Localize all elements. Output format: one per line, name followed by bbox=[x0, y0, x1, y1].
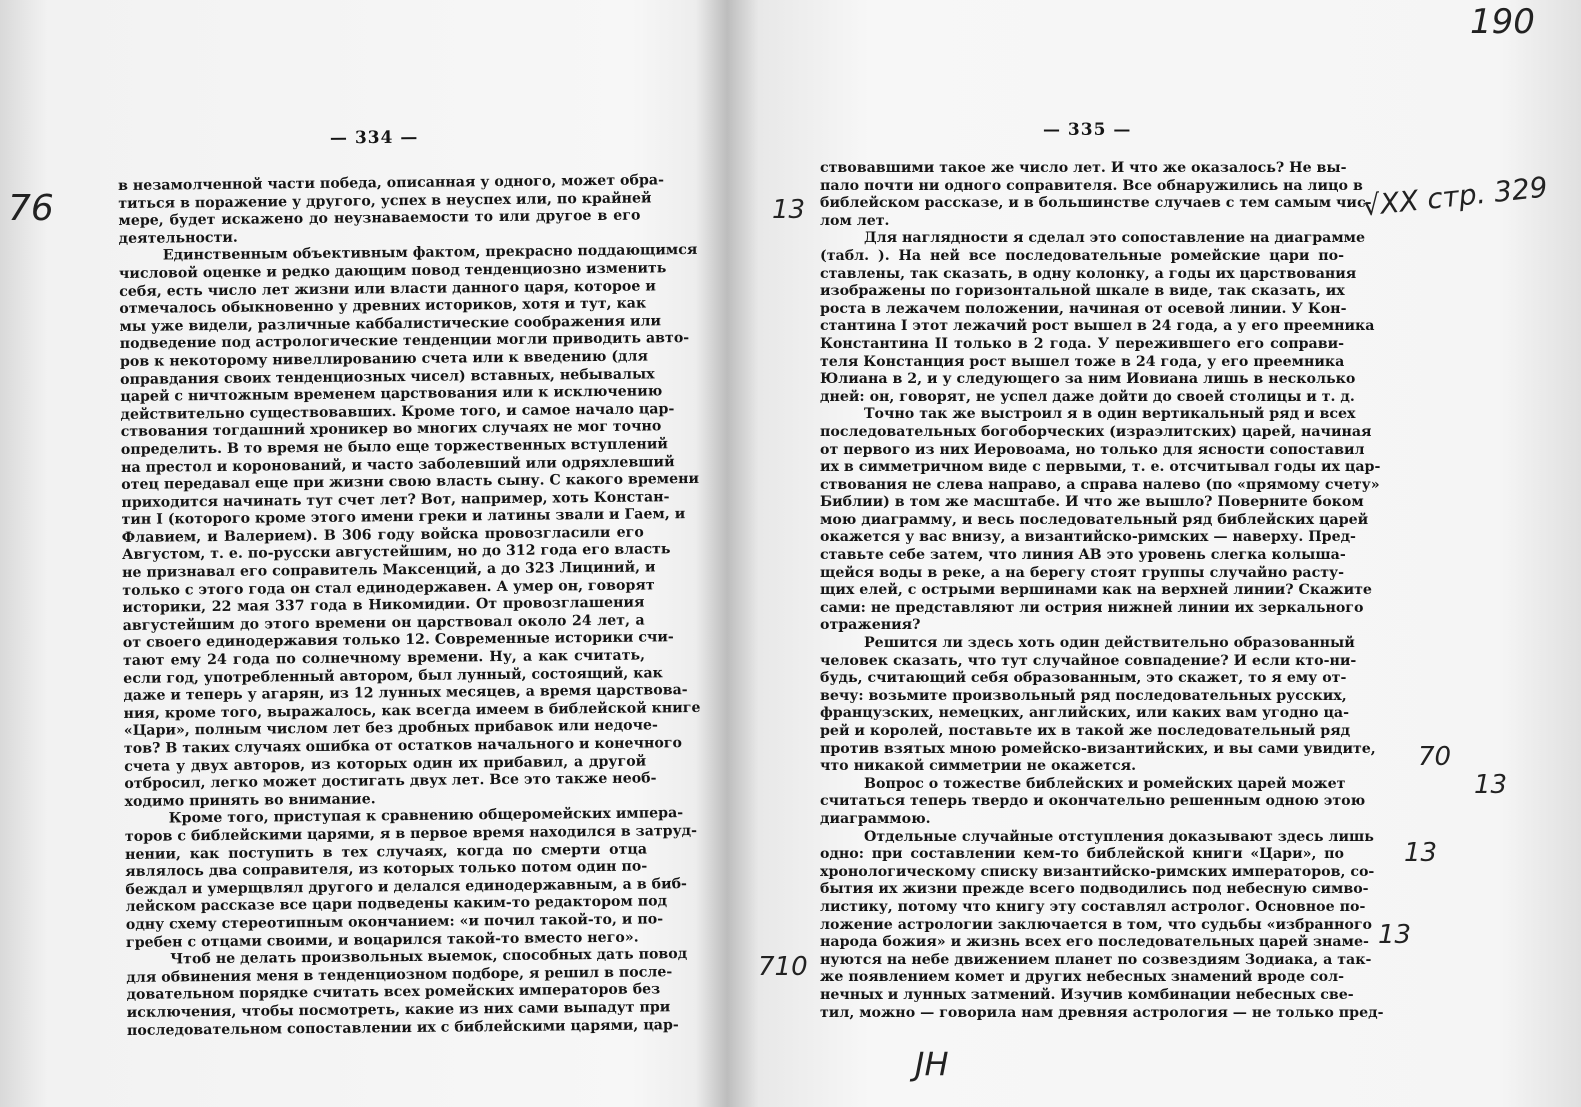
text-line: титься в поражение у другого, успех в неуспех или, по крайней bbox=[118, 190, 652, 212]
handwritten-note: 76 bbox=[8, 188, 54, 229]
text-line: изображены по горизонтальной шкале в виде, так сказать, их bbox=[820, 283, 1345, 300]
text-line: мою диаграмму, и весь последовательный ряд библейских царей bbox=[820, 511, 1369, 528]
text-line: окажется у вас внизу, а византийско-римских — наверху. Пред- bbox=[820, 529, 1356, 546]
text-line: не признавал его соправитель Максенций, а до 323 Лициний, и bbox=[122, 559, 656, 582]
text-line: ров к некоторому нивеллированию счета или к введению (для bbox=[119, 348, 649, 370]
text-line: сами: не представляют ли острия нижней линии их зеркального bbox=[820, 599, 1364, 616]
text-line: тают ему 24 года по солнечному времени. Ну, а как считать, bbox=[122, 647, 646, 670]
text-line: их в симметричном виде с первыми, т. е. отсчитывал годы их цар- bbox=[820, 459, 1381, 476]
handwritten-note: √XX стр. 329 bbox=[1360, 170, 1550, 223]
text-line: Флавием, и Валерием). В 306 году войска провозгласили его bbox=[121, 524, 644, 546]
text-line: бытия их жизни прежде всего подводились под небесную симво- bbox=[820, 881, 1369, 898]
text-line: себя, есть число лет жизни или власти данного царя, которое и bbox=[119, 277, 656, 300]
text-line: историки, 22 мая 337 года в Никомидии. От провозглашения bbox=[122, 594, 645, 617]
text-line: теля Констанция рост вышел тоже в 24 года, у его преемника bbox=[820, 353, 1345, 370]
text-line: Вопрос о тожестве библейских и ромейских царей может bbox=[864, 775, 1346, 792]
text-line: нечных и лунных затмений. Изучив комбинации небесных све- bbox=[820, 986, 1354, 1003]
handwritten-note: 70 bbox=[1418, 742, 1452, 772]
text-line: щих елей, с острыми вершинами как на верхней линии? Скажите bbox=[820, 582, 1372, 599]
text-line: если год, употребленный автором, был лунный, состоящий, как bbox=[123, 664, 663, 687]
page-number-right: — 335 — bbox=[1043, 120, 1132, 140]
text-line: стантина I этот лежачий рост вышел в 24 года, а у его преемника bbox=[820, 318, 1375, 335]
text-line: отмечалось обыкновенно у древних историков, хотя и тут, как bbox=[119, 295, 647, 318]
text-line: для обвинения меня в тенденциозном подборе, я решил в после- bbox=[126, 963, 673, 986]
text-line: что никакой симметрии не окажется. bbox=[820, 758, 1137, 775]
text-line: ходимо принять во внимание. bbox=[124, 791, 376, 810]
text-line: лом лет. bbox=[820, 212, 890, 229]
text-line: беждал и умерщвлял другого и делался единодержавным, а в биб- bbox=[125, 875, 687, 898]
text-line: одно: при составлении кем-то библейской книги «Цари», по bbox=[820, 846, 1344, 863]
text-line: нении, как поступить в тех случаях, когда по смерти отца bbox=[125, 841, 648, 863]
text-line: торов с библейскими царями, я в первое время находился в затруд- bbox=[124, 822, 698, 845]
text-line: Решится ли здесь хоть один действительно образованный bbox=[864, 635, 1355, 652]
text-line: на престол и коронований, и часто заболевший или одряхлевший bbox=[120, 453, 675, 476]
page-334-text bbox=[118, 172, 701, 1041]
text-line: (табл. ). На ней все последовательные ромейские цари по- bbox=[820, 247, 1344, 264]
text-line: будь, считающий себя образованным, это скажет, то я ему от- bbox=[820, 670, 1347, 687]
text-line: против взятых мною ромейско-византийских, и вы сами увидите, bbox=[820, 740, 1376, 757]
text-line: листику, потому что книгу эту составлял астролог. Основное по- bbox=[820, 898, 1366, 915]
text-line: деятельности. bbox=[118, 229, 238, 247]
text-line: ставьте себе затем, что линия AB это уровень слегка колыша- bbox=[820, 547, 1346, 564]
text-line: Единственным объективным фактом, прекрасно поддающимся bbox=[162, 242, 698, 264]
text-line: Августом, т. е. по-русски августейшим, но до 312 года его власть bbox=[121, 541, 671, 564]
text-line: числовой оценке и редко дающим повод тенденциозно изменить bbox=[118, 260, 667, 282]
text-line: французских, немецких, английских, или каких вам угодно ца- bbox=[820, 705, 1350, 722]
text-line: определить. В то время не было еще торжественных вступлений bbox=[120, 436, 668, 458]
text-line: в незамолченной части победа, описанная у одного, может обра- bbox=[118, 172, 665, 194]
text-line: августейшим до этого времени он царствовал около 24 лет, а bbox=[122, 612, 645, 634]
text-line: одну схему стереотипным окончанием: «и почил такой-то, и по- bbox=[125, 911, 664, 933]
text-line: человек сказать, что тут случайное совпадение? И если кто-ни- bbox=[820, 652, 1357, 669]
text-line: же появлением комет и других небесных знамений вроде сол- bbox=[820, 969, 1344, 986]
text-line: приходится начинать тут счет лет? Вот, например, хоть Констан- bbox=[121, 488, 670, 511]
page-number-left: — 334 — bbox=[329, 127, 419, 149]
text-line: Точно так же выстроил я в один вертикальный ряд и всех bbox=[864, 406, 1356, 423]
page-335-text bbox=[820, 160, 1384, 1022]
text-line: «Цари», полным числом лет без дробных прибавок или недоче- bbox=[123, 717, 658, 740]
text-line: даже и теперь у агарян, из 12 лунных месяцев, а время царствова- bbox=[123, 682, 688, 705]
text-line: являлось два соправителя, из которых только потом один по- bbox=[125, 858, 648, 881]
handwritten-note: 13 bbox=[1378, 920, 1412, 950]
text-line: ствования тогдашний хроникер во многих случаях не мог точно bbox=[120, 418, 662, 441]
text-line: Чтоб не делать произвольных выемок, способных дать повод bbox=[170, 946, 688, 968]
text-line: мере, будет искажено до неузнаваемости то или другое в его bbox=[118, 207, 641, 230]
handwritten-note: 190 bbox=[1470, 2, 1535, 42]
text-line: подведение под астрологические тенденции могли приводить авто- bbox=[119, 330, 690, 353]
text-line: ложение астрологии заключается в том, что судьбы «избранного bbox=[820, 916, 1373, 933]
text-line: нуются на небе движением планет по созвездиям Зодиака, а так- bbox=[820, 951, 1372, 968]
text-line: гребен с отцами своими, и воцарился такой-то вместо него». bbox=[125, 929, 639, 951]
text-line: библейском рассказе, и в большинстве случаев с тем самым чис- bbox=[820, 195, 1372, 212]
text-line: диаграммою. bbox=[820, 810, 931, 827]
text-line: считаться теперь твердо и окончательно решенным одною этою bbox=[820, 793, 1366, 810]
text-line: ставлены, так сказать, в одну колонку, а годы их царствования bbox=[820, 265, 1357, 282]
text-line: последовательном сопоставлении их с библейскими царями, цар- bbox=[126, 1016, 679, 1039]
text-line: лейском рассказе все цари подведены каким-то редактором под bbox=[125, 893, 668, 916]
text-line: царей с ничтожным временем царствования или к исключению bbox=[120, 383, 663, 406]
text-line: пало почти ни одного соправителя. Все обнаружились на лицо в bbox=[820, 177, 1363, 194]
handwritten-note: 13 bbox=[772, 195, 806, 225]
text-line: мы уже видели, различные каббалистические соображения или bbox=[119, 313, 662, 335]
text-line: исключения, чтобы посмотреть, какие из них сами выпадут при bbox=[126, 999, 671, 1021]
text-line: от своего единодержавия только 12. Современные историки счи- bbox=[122, 629, 674, 652]
text-line: от первого из них Иеровоама, но только для ясности сопоставил bbox=[820, 441, 1365, 458]
text-line: щейся воды в реке, а на берегу стоят группы случайно расту- bbox=[820, 564, 1344, 581]
handwritten-signature: JH bbox=[915, 1045, 949, 1083]
text-line: Юлиана в 2, и у следующего за ним Иовиана лишь в несколько bbox=[820, 371, 1356, 388]
text-line: Константина II только в 2 года. У пережившего его соправи- bbox=[820, 335, 1344, 352]
text-line: вечу: возьмите произвольный ряд последовательных русских, bbox=[820, 687, 1347, 704]
text-line: хронологическому списку византийско-римских императоров, со- bbox=[820, 863, 1375, 880]
text-line: тил, можно — говорила нам древняя астрология — не только пред- bbox=[820, 1004, 1384, 1021]
text-line: только с этого года он стал единодержавен. А умер он, говорят bbox=[122, 577, 655, 599]
text-line: довательном порядке считать всех ромейских императоров без bbox=[126, 981, 661, 1004]
text-line: оправдания своих тенденциозных чисел) вставных, небывалых bbox=[120, 365, 655, 388]
text-line: ствования не слева направо, а справа налево (по «прямому счету» bbox=[820, 476, 1380, 493]
handwritten-note: 13 bbox=[1404, 838, 1438, 868]
handwritten-note: 710 bbox=[758, 952, 808, 982]
text-line: Для наглядности я сделал это сопоставление на диаграмме bbox=[864, 230, 1366, 247]
text-line: тов? В таких случаях ошибка от остатков начального и конечного bbox=[123, 735, 683, 757]
text-line: действительно существовавших. Кроме того, и самое начало цар- bbox=[120, 400, 675, 423]
text-line: отражения? bbox=[820, 617, 921, 634]
text-line: тин I (которого кроме этого имени греки и латины звали и Гаем, и bbox=[121, 506, 686, 529]
text-line: народа божия» и жизнь всех его последовательных царей знаме- bbox=[820, 934, 1369, 951]
text-line: ния, кроме того, выражалось, как всегда имеем в библейской книге bbox=[123, 699, 701, 722]
text-line: отбросил, легко может достигать двух лет. Все это также необ- bbox=[124, 770, 657, 793]
text-line: отец передавал еще при жизни свою власть сыну. С какого времени bbox=[121, 471, 700, 494]
text-line: Библии) в том же масштабе. И что же вышло? Поверните боком bbox=[820, 494, 1364, 511]
text-line: Кроме того, приступая к сравнению общеромейских импера- bbox=[168, 805, 684, 827]
text-line: Отдельные случайные отступления доказывают здесь лишь bbox=[864, 828, 1374, 845]
text-line: роста в лежачем положении, начиная от осевой линии. У Кон- bbox=[820, 300, 1347, 317]
text-line: рей и королей, поставьте их в такой же последовательный ряд bbox=[820, 723, 1351, 739]
text-line: ствовавшими такое же число лет. И что же оказалось? Не вы- bbox=[820, 160, 1347, 176]
text-line: счета у двух авторов, из которых один их прибавил, а другой bbox=[124, 753, 647, 775]
text-line: последовательных богоборческих (израэлитских) царей, начиная bbox=[820, 423, 1372, 440]
text-line: дней: он, говорят, не успел даже дойти до своей столицы и т. д. bbox=[820, 388, 1355, 405]
handwritten-note: 13 bbox=[1474, 770, 1508, 800]
